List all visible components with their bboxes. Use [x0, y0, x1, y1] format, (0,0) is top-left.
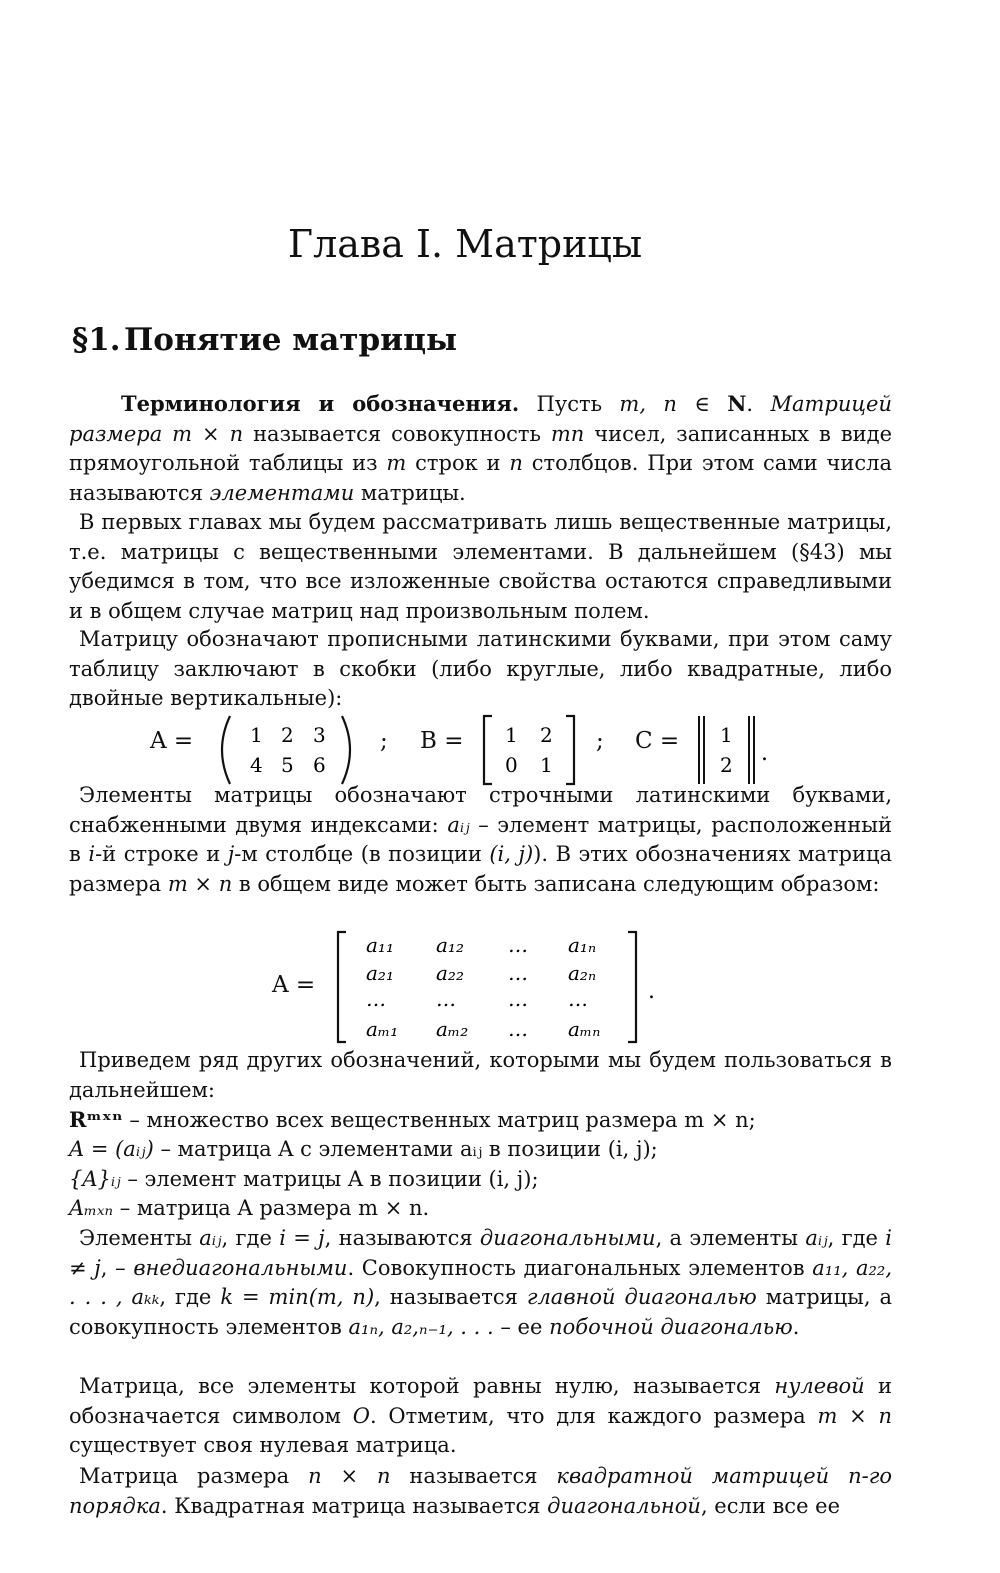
text: ). В этих обозначениях матрица размера: [69, 842, 893, 896]
matrix-c-label: C =: [635, 728, 680, 754]
matrix-entry: …: [366, 987, 386, 1011]
matrix-b-cell: 1: [505, 723, 518, 747]
emphasis: Матрицей размера: [69, 392, 892, 446]
math: O: [352, 1403, 370, 1428]
math: a₁ₙ, a₂,ₙ₋₁, . . .: [348, 1314, 494, 1339]
matrix-entry: aₘₙ: [568, 1017, 601, 1041]
matrix-entry: a₂ₙ: [568, 961, 597, 985]
text: , –: [100, 1255, 134, 1280]
matrix-entry: a₂₂: [436, 961, 464, 985]
matrix-entry: …: [508, 1017, 528, 1041]
paragraph-diagonals: [69, 1224, 892, 1342]
math: m: [386, 451, 407, 475]
math: i = j: [279, 1226, 325, 1250]
matrix-a-cell: 5: [281, 753, 294, 777]
notation-text: – множество всех вещественных матриц размера m × n;: [122, 1108, 756, 1132]
bracket-left: [484, 716, 492, 784]
paragraph-real-matrices: В первых главах мы будем рассматривать лишь вещественные матрицы, т.е. матрицы с вещественными элементами. В дальнейшем (§43) мы убедимся в том, что все изложенные свойства остаются справедливыми и в общем случае матриц над произвольным полем.: [69, 510, 892, 623]
text: строк и: [406, 451, 510, 475]
math-set-symbol: N: [727, 391, 747, 416]
notation-text: – матрица A размера m × n.: [113, 1196, 430, 1220]
matrix-entry: …: [508, 961, 528, 985]
text: . Квадратная матрица называется: [160, 1493, 548, 1518]
matrix-c: [693, 712, 773, 788]
math: m, n ∈: [619, 392, 728, 416]
text: – ее: [493, 1314, 550, 1339]
matrix-b-label: B =: [420, 728, 464, 754]
text: матрицы.: [354, 480, 466, 505]
text: . Отметим, что для каждого размера: [369, 1403, 818, 1428]
math: j: [227, 842, 235, 866]
text: . Совокупность диагональных элементов: [347, 1255, 813, 1280]
notation-text: – элемент матрицы A в позиции (i, j);: [120, 1167, 539, 1191]
paragraph-terminology: [69, 389, 892, 508]
general-matrix-label: A =: [272, 972, 316, 998]
math: aᵢⱼ: [805, 1226, 828, 1250]
matrix-entry: aₘ₁: [366, 1017, 399, 1041]
matrix-a-cell: 3: [313, 723, 326, 747]
text: , а элементы: [655, 1226, 806, 1250]
matrix-entry: a₁₁: [366, 933, 394, 957]
matrix-entry: a₂₁: [366, 961, 394, 985]
emphasis: элементами: [209, 480, 355, 505]
emphasis: диагональными: [479, 1226, 656, 1250]
text: Матрица размера: [79, 1464, 309, 1488]
matrix-entry: …: [508, 933, 528, 957]
text: Матрица, все элементы которой равны нулю, называется: [79, 1374, 775, 1398]
math: m × n: [817, 1403, 892, 1428]
notation-item: [69, 1165, 892, 1195]
math: (i, j): [489, 842, 534, 866]
matrix-entry: aₘ₂: [436, 1017, 469, 1041]
text: Пусть: [519, 392, 620, 416]
text: чисел, записанных в виде прямоугольной таблицы из: [69, 421, 892, 475]
matrix-c-cell: 2: [720, 753, 733, 777]
math: mn: [550, 421, 585, 446]
notation-symbol: A = (aᵢⱼ): [69, 1137, 154, 1161]
matrix-entry: …: [436, 987, 456, 1011]
matrix-entry: …: [508, 987, 528, 1011]
paragraph-heading: Терминология и обозначения.: [121, 391, 520, 416]
bracket-left: [338, 932, 346, 1042]
math: i: [88, 842, 96, 866]
notation-item: [69, 1105, 892, 1136]
general-matrix: [330, 928, 660, 1046]
text: Элементы: [79, 1226, 200, 1250]
text: , называются: [324, 1226, 480, 1250]
emphasis: диагональной: [547, 1493, 701, 1518]
math: k = min(m, n): [220, 1285, 375, 1309]
emphasis: побочной диагональю: [549, 1314, 793, 1339]
paragraph-notation-brackets: Матрицу обозначают прописными латинскими буквами, при этом саму таблицу заключают в скобки (либо круглые, либо квадратные, либо двойные вертикальные):: [69, 627, 892, 710]
text: называется совокупность: [253, 421, 551, 446]
matrix-a-cell: 2: [281, 723, 294, 747]
emphasis: нулевой: [774, 1374, 865, 1398]
text: и обозначается символом: [69, 1374, 892, 1428]
math: n: [509, 451, 523, 475]
bracket-right: [628, 932, 636, 1042]
notation-symbol: Aₘₓₙ: [69, 1196, 114, 1220]
matrix-a-cell: 1: [250, 723, 263, 747]
text: называется: [390, 1464, 557, 1488]
separator: ;: [596, 728, 604, 754]
notation-text: – матрица A с элементами aᵢⱼ в позиции (i, j);: [153, 1137, 658, 1161]
text: матрицы, а совокупность элементов: [69, 1285, 892, 1339]
period: .: [648, 979, 655, 1004]
bracket-right: [566, 716, 574, 784]
emphasis: главной диагональю: [526, 1285, 757, 1309]
text: Элементы матрицы обозначают строчными латинскими буквами, снабженными двумя индексами:: [69, 783, 892, 837]
math: i ≠ j: [69, 1226, 893, 1280]
matrix-entry: a₁ₙ: [568, 933, 597, 957]
math: m × n: [167, 871, 233, 896]
text: существует своя нулевая матрица.: [69, 1433, 457, 1457]
text: , называется: [374, 1285, 527, 1309]
math: a₁₁, a₂₂, . . . , aₖₖ: [69, 1255, 892, 1309]
matrix-entry: …: [568, 987, 588, 1011]
notation-item: [69, 1135, 892, 1165]
text: столбцов. При этом сами числа называются: [69, 451, 892, 505]
text: , где: [221, 1226, 280, 1250]
math: aᵢⱼ: [199, 1226, 222, 1250]
emphasis: квадратной матрицей n-го порядка: [69, 1464, 892, 1518]
text: .: [792, 1314, 800, 1339]
matrix-b: [478, 712, 588, 788]
paragraph-elements: [69, 781, 892, 899]
text: , если все ее: [700, 1493, 841, 1518]
paragraph-other-notations: Приведем ряд других обозначений, которыми мы будем пользоваться в дальнейшем:: [69, 1048, 892, 1102]
separator: ;: [380, 728, 388, 754]
notation-symbol: Rᵐˣⁿ: [69, 1107, 123, 1132]
paragraph-square-matrix: [69, 1462, 892, 1521]
chapter-title: Глава I. Матрицы: [287, 222, 643, 266]
matrix-a: [210, 712, 360, 788]
matrix-b-cell: 0: [505, 753, 518, 777]
section-heading: [72, 322, 457, 358]
period: .: [761, 741, 768, 766]
matrix-b-cell: 2: [540, 723, 553, 747]
notation-symbol: {A}ᵢⱼ: [69, 1167, 121, 1191]
text: , где: [159, 1285, 221, 1309]
math: m × n: [162, 421, 254, 446]
text: .: [746, 392, 771, 416]
math: n × n: [308, 1464, 391, 1488]
paren-right: [342, 716, 350, 784]
section-title: Понятие матрицы: [124, 322, 458, 358]
text: -м столбце (в позиции: [234, 842, 490, 866]
text: – элемент матрицы, расположенный в: [69, 812, 892, 866]
matrix-entry: a₁₂: [436, 933, 464, 957]
matrix-b-cell: 1: [540, 753, 553, 777]
section-number: §1.: [72, 322, 121, 358]
text: , где: [827, 1226, 886, 1250]
matrix-a-label: A =: [150, 728, 194, 754]
notation-item: [69, 1194, 892, 1224]
paragraph-zero-matrix: [69, 1372, 892, 1461]
paren-left: [222, 716, 230, 784]
text: в общем виде может быть записана следующим образом:: [232, 871, 880, 896]
matrix-a-cell: 6: [313, 753, 326, 777]
matrix-a-cell: 4: [250, 753, 263, 777]
emphasis: внедиагональными: [133, 1255, 348, 1280]
text: -й строке и: [95, 842, 228, 866]
math: aᵢⱼ: [447, 812, 470, 837]
matrix-c-cell: 1: [720, 723, 733, 747]
